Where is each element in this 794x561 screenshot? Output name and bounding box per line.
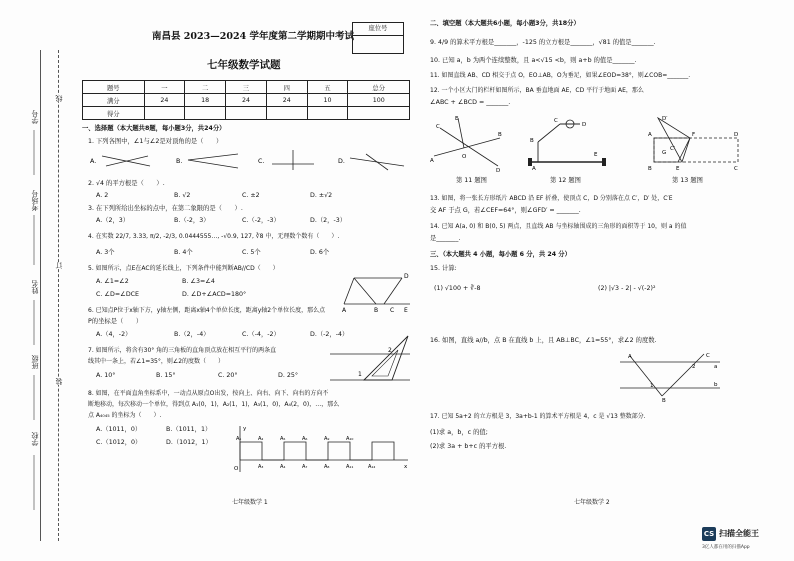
q6-option-a[interactable]: A.（4，-2） — [96, 331, 132, 338]
svg-text:C: C — [554, 118, 558, 124]
q2-option-b[interactable]: B. √2 — [174, 192, 191, 199]
q7-figure — [328, 332, 412, 388]
right-column — [426, 14, 771, 547]
watermark-app-name: 扫描全能王 — [719, 529, 759, 538]
q3-option-a[interactable]: A.（2，3） — [96, 217, 130, 224]
question-6-line-2: P的坐标是（ ） — [88, 318, 143, 325]
question-14-line-1: 14. 已知 A(a, 0) 和 B(0, 5) 两点，且直线 AB 与坐标轴围成的三角形的面积等于 10，则 a 的值 — [430, 223, 687, 230]
svg-text:D: D — [404, 273, 409, 280]
svg-text:A₁₂: A₁₂ — [368, 464, 376, 470]
score-table-row — [83, 107, 410, 120]
section-3-heading: 三、（本大题共 4 小题，每小题 6 分，共 24 分） — [430, 251, 571, 258]
q12-figure — [524, 116, 610, 172]
exam-title: 南昌县 2023—2024 学年度第二学期期中考试 — [152, 31, 354, 42]
q6-option-c[interactable]: C.（-4，-2） — [242, 331, 280, 338]
score-cell: 四 — [266, 81, 307, 94]
svg-text:b: b — [714, 382, 718, 388]
q11-figure-caption: 第 11 题图 — [456, 177, 487, 184]
q16-figure — [618, 350, 722, 402]
svg-text:G: G — [662, 150, 667, 156]
q2-option-c[interactable]: C. ±2 — [242, 192, 260, 199]
question-8-line-3: 点 A₄₀₄₅ 的坐标为（ ）. — [88, 412, 162, 419]
question-17: 17. 已知 5a+2 的立方根是 3，3a+b-1 的算术平方根是 4，c 是 √13 整数部分. — [430, 413, 646, 420]
svg-text:E: E — [455, 116, 459, 122]
cut-mark-zhuang: 装 — [55, 378, 63, 385]
q5-option-c[interactable]: C. ∠D=∠DCE — [96, 291, 140, 298]
score-table-row — [83, 81, 410, 94]
scanner-watermark — [702, 527, 792, 555]
question-11: 11. 如图直线 AB、CD 相交于点 O，EO⊥AB，O为垂足，如果∠EOD=38°，则∠COB=_______. — [430, 72, 691, 79]
score-cell: 24 — [144, 94, 185, 107]
name-label: 姓名 — [31, 280, 39, 294]
q6-option-d[interactable]: D.（-2，-4） — [310, 331, 349, 338]
cut-mark-xian: 线 — [55, 95, 63, 102]
question-12-line-2: ∠ABC + ∠BCD = _______. — [430, 99, 511, 106]
q2-option-a[interactable]: A. 2 — [96, 192, 109, 199]
svg-text:B: B — [662, 398, 666, 402]
svg-text:B: B — [374, 307, 379, 312]
score-cell: 一 — [144, 81, 185, 94]
svg-text:A: A — [532, 166, 536, 172]
score-cell: 二 — [185, 81, 226, 94]
svg-text:B: B — [648, 166, 652, 172]
svg-text:1: 1 — [358, 371, 362, 378]
svg-text:C′: C′ — [670, 146, 676, 152]
q8-option-d[interactable]: D.（1012，1） — [166, 439, 212, 446]
score-table — [82, 80, 410, 120]
svg-text:2: 2 — [692, 364, 696, 370]
question-13-line-2: 交 AF 于点 G，若∠CEF=64°，则∠GFD′ = _______. — [430, 207, 581, 214]
q13-figure — [634, 114, 742, 174]
svg-text:D: D — [734, 132, 739, 138]
q11-figure — [430, 114, 504, 172]
svg-text:A₃: A₃ — [258, 464, 264, 470]
question-17-part-2: (2)求 3a + b+c 的平方根. — [430, 443, 507, 450]
q8-option-b[interactable]: B.（1011，1） — [166, 426, 212, 433]
page-footer-2: 七年级数学 2 — [574, 499, 610, 506]
svg-text:B: B — [498, 132, 502, 138]
score-entry[interactable] — [348, 107, 410, 120]
score-entry[interactable] — [185, 107, 226, 120]
camscanner-logo-icon: CS — [702, 527, 716, 541]
svg-text:A₁₁: A₁₁ — [346, 464, 354, 470]
question-4: 4. 在实数 22/7, 3.33, π/2, -2/3, 0.0444555…, -√0.9, 127, ∛8 中，无理数个数有（ ）. — [88, 233, 340, 240]
question-7-line-2: 线其中一条上，若∠1=35°，则∠2的度数（ ） — [88, 358, 225, 365]
question-10: 10. 已知 a，b 为两个连续整数，且 a<√15 <b，则 a+b 的值是_______. — [430, 57, 637, 64]
svg-text:A₂: A₂ — [258, 436, 264, 442]
q4-option-c[interactable]: C. 5个 — [242, 249, 261, 256]
q7-option-a[interactable]: A. 10° — [96, 372, 116, 379]
svg-text:A₇: A₇ — [302, 464, 308, 470]
q6-option-b[interactable]: B.（2，-4） — [174, 331, 210, 338]
svg-text:A: A — [648, 132, 652, 138]
score-table-row — [83, 94, 410, 107]
svg-text:C: C — [734, 166, 738, 172]
q12-figure-caption: 第 12 题图 — [550, 177, 581, 184]
svg-text:O: O — [462, 154, 467, 160]
svg-text:y: y — [243, 426, 247, 432]
score-cell: 五 — [307, 81, 348, 94]
q5-option-a[interactable]: A. ∠1=∠2 — [96, 278, 129, 285]
exam-room-label: 考场号 — [31, 190, 39, 211]
q4-option-d[interactable]: D. 6个 — [310, 249, 330, 256]
score-cell: 满分 — [83, 94, 145, 107]
q4-option-b[interactable]: B. 4个 — [174, 249, 193, 256]
score-entry[interactable] — [226, 107, 267, 120]
q7-option-b[interactable]: B. 15° — [156, 372, 176, 379]
svg-text:O: O — [234, 466, 239, 472]
score-cell: 总分 — [348, 81, 410, 94]
q2-option-d[interactable]: D. ±√2 — [310, 192, 333, 199]
q5-option-d[interactable]: D. ∠D+∠ACD=180° — [182, 291, 247, 298]
svg-text:A.: A. — [90, 158, 97, 165]
svg-text:E: E — [404, 307, 408, 312]
svg-text:D.: D. — [338, 158, 345, 165]
svg-text:1: 1 — [650, 383, 654, 389]
class-label: 班级 — [31, 355, 39, 369]
svg-text:2: 2 — [388, 347, 392, 354]
left-column — [82, 14, 412, 547]
score-cell: 题号 — [83, 81, 145, 94]
svg-text:D: D — [496, 168, 501, 172]
question-13-line-1: 13. 如图，将一张长方形纸片 ABCD 沿 EF 折叠，使顶点 C，D 分别落在点 C′，D′ 处，C′E — [430, 195, 673, 202]
q8-option-a[interactable]: A.（1011，0） — [96, 426, 142, 433]
student-id-label: 学号 — [31, 110, 39, 124]
svg-text:x: x — [404, 464, 408, 470]
q13-figure-caption: 第 13 题图 — [672, 177, 703, 184]
svg-text:a: a — [714, 364, 718, 370]
score-entry[interactable] — [144, 107, 185, 120]
svg-text:A₁: A₁ — [236, 436, 242, 442]
svg-text:C: C — [706, 353, 710, 359]
q4-option-a[interactable]: A. 3个 — [96, 249, 115, 256]
svg-text:B.: B. — [176, 158, 183, 165]
svg-text:A₈: A₈ — [324, 464, 330, 470]
q5-figure — [340, 272, 412, 312]
watermark-tagline: 3亿人都在用的扫描App — [702, 545, 750, 550]
q8-figure — [232, 422, 412, 476]
cut-mark-ding: 订 — [55, 262, 63, 269]
seat-number-box[interactable] — [352, 22, 404, 54]
q8-option-c[interactable]: C.（1012，0） — [96, 439, 142, 446]
score-entry[interactable] — [266, 107, 307, 120]
question-12-line-1: 12. 一个小区大门的栏杆如图所示，BA 垂直地面 AE，CD 平行于地面 AE，那么 — [430, 87, 644, 94]
svg-text:D′: D′ — [662, 116, 668, 122]
q3-option-c[interactable]: C.（-2，-3） — [242, 217, 280, 224]
answer-blank-lines — [0, 0, 78, 561]
page-footer-1: 七年级数学 1 — [232, 499, 268, 506]
question-7-line-1: 7. 如图所示，将含有30° 角的三角板的直角顶点放在相互平行的两条直 — [88, 347, 277, 354]
question-16: 16. 如图，直线 a//b，点 B 在直线 b 上，且 AB⊥BC，∠1=55°，求∠2 的度数. — [430, 337, 657, 344]
score-cell: 得分 — [83, 107, 145, 120]
score-cell: 24 — [226, 94, 267, 107]
svg-text:A: A — [628, 354, 632, 360]
svg-text:A₄: A₄ — [280, 464, 286, 470]
svg-text:A₉: A₉ — [324, 436, 330, 442]
question-17-part-1: (1)求 a，b，c 的值; — [430, 429, 488, 436]
school-label: 学校 — [31, 432, 39, 446]
question-9: 9. 4/9 的算术平方根是_______，-125 的立方根是_______，√81 的值是_______. — [430, 39, 656, 46]
q1-option-figures — [88, 148, 408, 172]
svg-text:B: B — [530, 138, 534, 144]
q7-option-c[interactable]: C. 20° — [218, 372, 238, 379]
score-cell: 24 — [266, 94, 307, 107]
question-6-line-1: 6. 已知点P位于x轴下方，y轴左侧，距离x轴4个单位长度，距离y轴2个单位长度，那么点 — [88, 307, 326, 314]
q3-option-b[interactable]: B.（-2，3） — [174, 217, 210, 224]
score-entry[interactable] — [307, 107, 348, 120]
svg-text:C: C — [390, 307, 395, 312]
svg-text:A₁₀: A₁₀ — [346, 436, 354, 442]
score-cell: 10 — [307, 94, 348, 107]
score-cell: 三 — [226, 81, 267, 94]
question-5: 5. 如图所示，点E在AC的延长线上，下列条件中能判断AB//CD（ ） — [88, 265, 279, 272]
question-8-line-1: 8. 如图，在平面直角坐标系中，一动点从原点O出发，按向上、向右、向下、向右的方向不 — [88, 390, 329, 397]
question-15-part-2: (2) |√3 - 2| - √(-2)² — [598, 285, 656, 292]
svg-text:E: E — [594, 152, 598, 158]
svg-text:C.: C. — [258, 158, 265, 165]
section-1-heading: 一、选择题（本大题共8题，每小题3分，共24分） — [82, 125, 226, 132]
seat-number-label: 座位号 — [353, 23, 403, 36]
svg-text:A: A — [342, 307, 347, 312]
q7-option-d[interactable]: D. 25° — [278, 372, 299, 379]
question-14-line-2: 是_______. — [430, 235, 461, 242]
q5-option-b[interactable]: B. ∠3=∠4 — [182, 278, 215, 285]
svg-text:D: D — [582, 122, 587, 128]
section-2-heading: 二、填空题（本大题共6小题，每小题3分，共18分） — [430, 20, 580, 27]
question-1: 1. 下列各图中，∠1与∠2是对顶角的是（ ） — [88, 138, 223, 145]
svg-text:F: F — [692, 132, 696, 138]
question-8-line-2: 断地移动，每次移动一个单位，得到点 A₁(0，1)，A₂(1，1)，A₃(1，0)，A₄(2，0)，…，那么 — [88, 401, 340, 408]
score-cell: 100 — [348, 94, 410, 107]
question-15: 15. 计算: — [430, 265, 457, 272]
svg-text:A₆: A₆ — [302, 436, 308, 442]
question-2: 2. √4 的平方根是（ ）. — [88, 180, 165, 187]
svg-text:A: A — [430, 158, 434, 164]
svg-text:A₅: A₅ — [280, 436, 286, 442]
exam-subtitle: 七年级数学试题 — [207, 59, 281, 71]
binding-sidebar — [0, 0, 78, 561]
q3-option-d[interactable]: D.（2，-3） — [310, 217, 347, 224]
score-cell: 18 — [185, 94, 226, 107]
svg-text:C: C — [436, 124, 440, 130]
svg-text:E: E — [676, 166, 680, 172]
question-3: 3. 在下列所给出坐标的点中，在第二象限的是（ ）. — [88, 205, 243, 212]
question-15-part-1: (1) √100 + ∛-8 — [434, 285, 481, 292]
